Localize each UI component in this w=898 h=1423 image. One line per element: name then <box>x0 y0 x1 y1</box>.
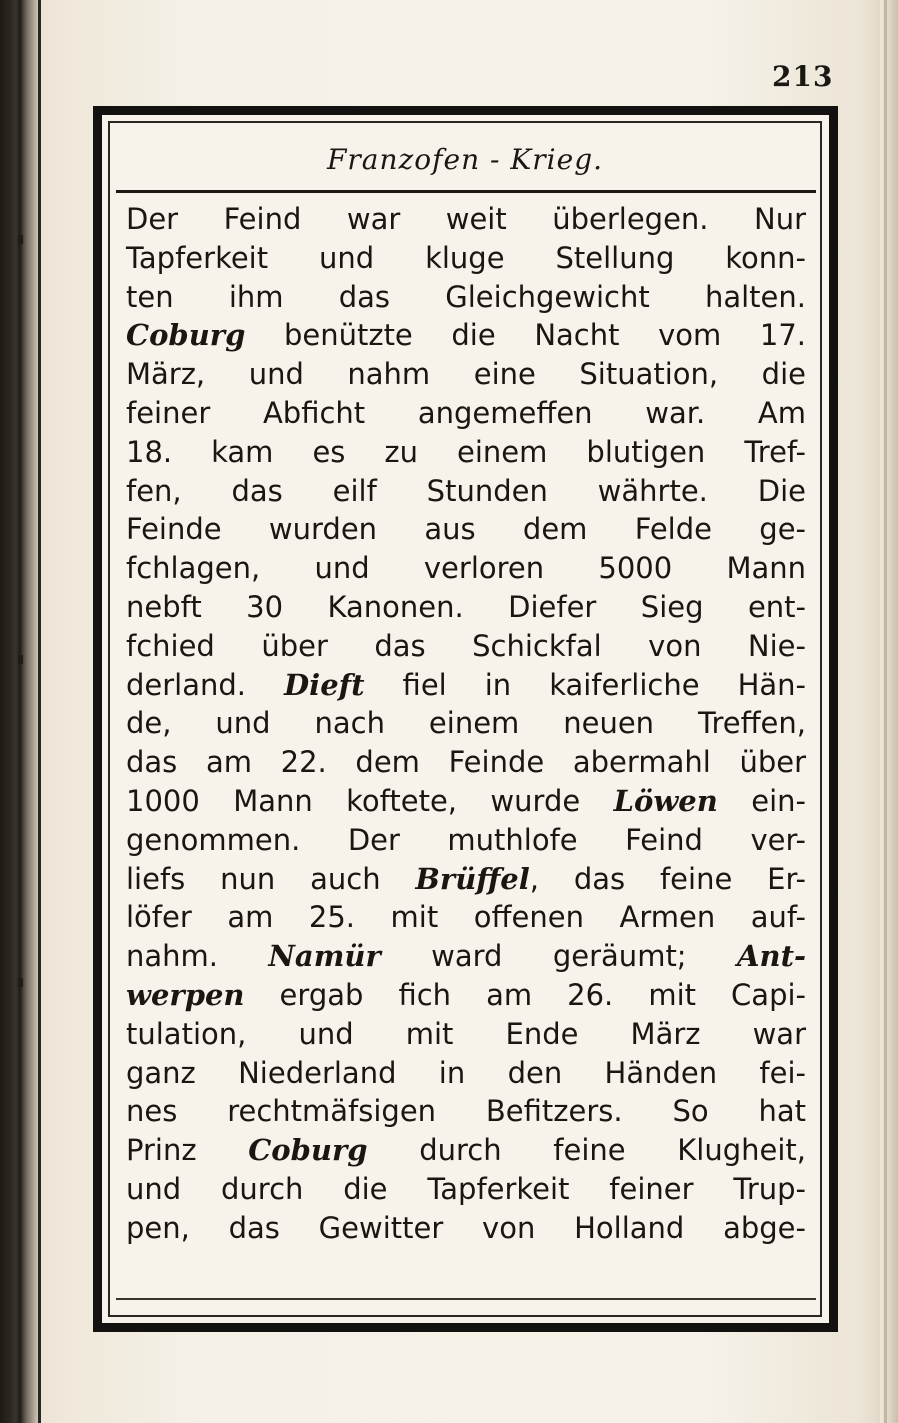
text-line: de, und nach einem neuen Treffen, <box>126 706 806 741</box>
book-binding <box>0 0 38 1423</box>
text-line: Prinz Coburg durch feine Klugheit, <box>126 1133 806 1168</box>
body-text <box>126 200 806 1248</box>
text-line: fchied über das Schickfal von Nie- <box>126 628 806 663</box>
text-line: März, und nahm eine Situation, die <box>126 357 806 392</box>
text-line: fen, das eilf Stunden währte. Die <box>126 473 806 508</box>
text-line: pen, das Gewitter von Holland abge- <box>126 1210 806 1245</box>
text-line: ganz Niederland in den Händen fei- <box>126 1055 806 1090</box>
text-line: das am 22. dem Feinde abermahl über <box>126 745 806 780</box>
text-line: Feinde wurden aus dem Felde ge- <box>126 512 806 547</box>
binding-thread-mark <box>18 978 23 987</box>
text-line: 18. kam es zu einem blutigen Tref- <box>126 434 806 469</box>
text-line: Der Feind war weit überlegen. Nur <box>126 202 806 236</box>
binding-thread-mark <box>18 235 23 244</box>
binding-thread-mark <box>18 655 23 664</box>
text-line: 1000 Mann koftete, wurde Löwen ein- <box>126 783 806 818</box>
text-line: genommen. Der muthlofe Feind ver- <box>126 822 806 857</box>
text-line: werpen ergab fich am 26. mit Capi- <box>126 977 806 1012</box>
bottom-rule <box>116 1298 816 1300</box>
text-line: Tapferkeit und kluge Stellung konn- <box>126 240 806 275</box>
text-line: und durch die Tapferkeit feiner Trup- <box>126 1171 806 1206</box>
text-line: liefs nun auch Brüffel, das feine Er- <box>126 861 806 896</box>
text-line: löfer am 25. mit offenen Armen auf- <box>126 900 806 935</box>
binding-edge <box>38 0 41 1423</box>
running-head: Franzofen - Krieg. <box>326 143 604 176</box>
text-line: fchlagen, und verloren 5000 Mann <box>126 551 806 586</box>
text-line: nes rechtmäfsigen Befitzers. So hat <box>126 1094 806 1129</box>
page-edge <box>880 0 898 1423</box>
text-line: tulation, und mit Ende März war <box>126 1016 806 1051</box>
text-line: Coburg benützte die Nacht vom 17. <box>126 318 806 353</box>
page-number: 213 <box>772 60 834 93</box>
text-line: nebft 30 Kanonen. Diefer Sieg ent- <box>126 589 806 624</box>
text-line: derland. Dieft fiel in kaiferliche Hän- <box>126 667 806 702</box>
page-edge-shadow <box>884 0 887 1423</box>
text-line: feiner Abficht angemeffen war. Am <box>126 395 806 430</box>
head-rule <box>116 190 816 193</box>
text-line: ten ihm das Gleichgewicht halten. <box>126 279 806 314</box>
text-line: nahm. Namür ward geräumt; Ant- <box>126 939 807 974</box>
